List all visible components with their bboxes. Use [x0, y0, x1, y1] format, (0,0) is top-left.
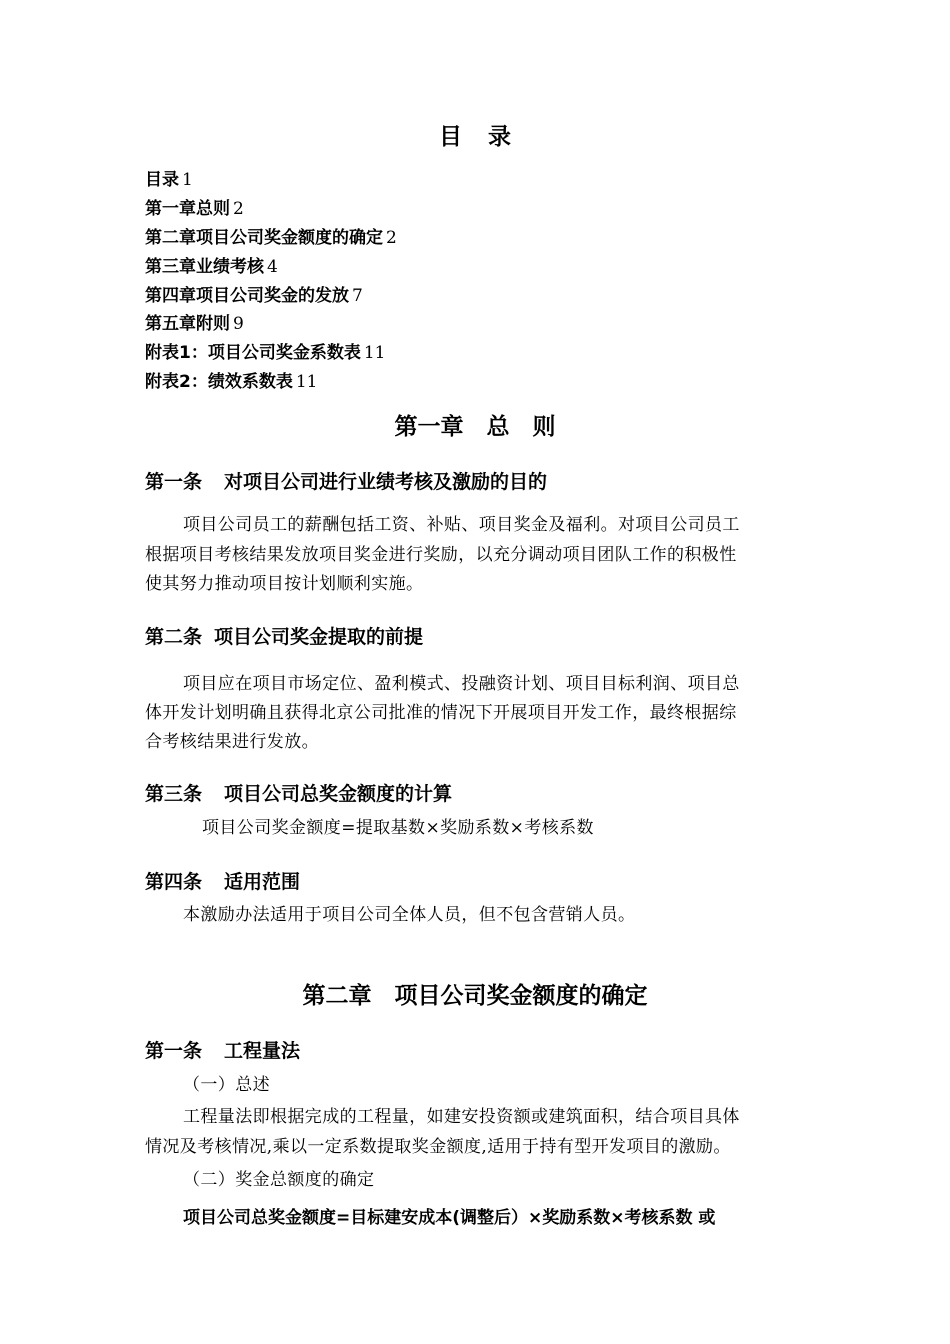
toc-item[interactable]: [145, 198, 244, 220]
article-heading: [145, 467, 547, 494]
article-heading: [145, 1036, 300, 1063]
toc-item[interactable]: [145, 227, 397, 249]
paragraph-line: 项目应在项目市场定位、盈利模式、投融资计划、项目目标利润、项目总: [183, 674, 740, 694]
toc-item-label: 第三章业绩考核: [145, 257, 264, 277]
toc-title: 目录: [439, 124, 537, 150]
article-title: 项目公司奖金提取的前提: [214, 626, 424, 648]
toc-item[interactable]: [145, 313, 244, 335]
paragraph-line: 项目公司员工的薪酬包括工资、补贴、项目奖金及福利。对项目公司员工: [183, 515, 740, 535]
article-heading: [145, 622, 423, 649]
toc-item-label: 附表1：项目公司奖金系数表: [145, 343, 361, 363]
toc-item-page: 11: [295, 372, 318, 392]
toc-item-page: 4: [267, 257, 278, 277]
article-number: 第四条: [145, 871, 203, 893]
toc-item-page: 2: [386, 228, 397, 248]
toc-item-page: 1: [182, 170, 193, 190]
article-number: 第三条: [145, 783, 203, 805]
toc-item-label: 附表2：绩效系数表: [145, 372, 293, 392]
toc-item-page: 2: [233, 199, 244, 219]
chapter-title: 第二章 项目公司奖金额度的确定: [302, 983, 648, 1009]
formula-line: 项目公司奖金额度=提取基数×奖励系数×考核系数: [202, 818, 594, 838]
subsection-heading: （一）总述: [183, 1075, 270, 1095]
toc-item-label: 目录: [145, 170, 179, 190]
paragraph-line: 合考核结果进行发放。: [145, 732, 319, 752]
article-number: 第二条: [145, 626, 203, 648]
toc-item[interactable]: [145, 342, 385, 364]
toc-item-label: 第二章项目公司奖金额度的确定: [145, 228, 383, 248]
toc-item[interactable]: [145, 256, 278, 278]
paragraph-line: 情况及考核情况,乘以一定系数提取奖金额度,适用于持有型开发项目的激励。: [145, 1137, 731, 1157]
subsection-heading: （二）奖金总额度的确定: [183, 1170, 375, 1190]
article-title: 工程量法: [224, 1040, 301, 1062]
toc-item-page: 11: [363, 343, 386, 363]
toc-item[interactable]: [145, 371, 317, 393]
formula-line: 项目公司总奖金额度=目标建安成本(调整后）×奖励系数×考核系数 或: [183, 1208, 716, 1228]
toc-item-label: 第五章附则: [145, 314, 230, 334]
paragraph-line: 根据项目考核结果发放项目奖金进行奖励，以充分调动项目团队工作的积极性: [145, 545, 737, 565]
paragraph-line: 工程量法即根据完成的工程量，如建安投资额或建筑面积，结合项目具体: [183, 1107, 740, 1127]
article-title: 项目公司总奖金额度的计算: [224, 783, 453, 805]
paragraph-line: 使其努力推动项目按计划顺利实施。: [145, 574, 424, 594]
toc-item-label: 第一章总则: [145, 199, 230, 219]
article-heading: [145, 779, 452, 806]
article-number: 第一条: [145, 471, 203, 493]
paragraph-line: 本激励办法适用于项目公司全体人员，但不包含营销人员。: [183, 905, 636, 925]
article-title: 适用范围: [224, 871, 301, 893]
chapter-title: 第一章 总 则: [394, 414, 556, 440]
article-title: 对项目公司进行业绩考核及激励的目的: [224, 471, 548, 493]
toc-item-page: 9: [233, 314, 244, 334]
paragraph-line: 体开发计划明确且获得北京公司批准的情况下开展项目开发工作，最终根据综: [145, 703, 737, 723]
article-number: 第一条: [145, 1040, 203, 1062]
toc-item[interactable]: [145, 169, 193, 191]
toc-item-label: 第四章项目公司奖金的发放: [145, 286, 349, 306]
toc-item-page: 7: [352, 286, 363, 306]
article-heading: [145, 867, 300, 894]
toc-item[interactable]: [145, 285, 363, 307]
